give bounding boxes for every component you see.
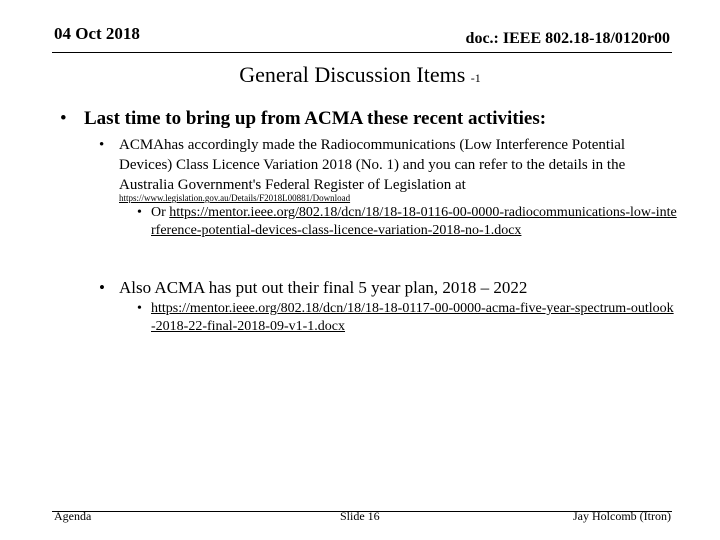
slide-title-main: General Discussion Items [239,62,471,87]
footer-author: Jay Holcomb (Itron) [573,509,671,523]
bullet-item-c-text: Also ACMA has put out their final 5 year plan, 2018 – 2022 [119,278,528,297]
bullet-main-text: Last time to bring up from ACMA these recent activities: [84,108,547,129]
slide-title [0,62,720,88]
bullet-dot-icon: • [60,108,67,129]
footer-left: Agenda [54,509,92,523]
mentor-link-0117[interactable]: https://mentor.ieee.org/802.18/dcn/18/18-18-0117-00-0000-acma-five-year-spectrum-outlook-2018-22-final-2018-09-v1-1.docx [151,301,674,334]
bullet-item-a-text: ACMAhas accordingly made the Radiocommunications (Low Interference Potential Devices) Class Licence Variation 2018 (No. 1) and you can refer to the details in the Australia Government's Federal Register of Legislation at [119,137,626,193]
bullet-item-b-text [151,204,677,240]
bullet-main [60,108,546,130]
footer-slide-number: Slide 16 [340,509,380,523]
legislation-link[interactable]: https://www.legislation.gov.au/Details/F2018L00881/Download [119,193,351,203]
header-doc-id: doc.: IEEE 802.18-18/0120r00 [465,30,670,47]
bullet-item-d-text [151,300,677,336]
mentor-link-0116[interactable]: https://mentor.ieee.org/802.18/dcn/18/18-18-0116-00-0000-radiocommunications-low-interference-potential-devices-class-licence-variation-2018-no-1.docx [151,205,677,238]
header-divider [52,52,672,53]
bullet-dot-icon: • [99,278,105,297]
slide-title-suffix: -1 [470,71,481,85]
bullet-dot-icon: • [137,301,142,316]
bullet-item-b [137,204,677,240]
bullet-item-c [99,278,527,298]
bullet-item-d [137,300,677,336]
bullet-item-a [99,135,679,195]
bullet-item-b-prefix: Or [151,205,170,220]
bullet-dot-icon: • [99,137,105,153]
bullet-dot-icon: • [137,205,142,220]
header-date: 04 Oct 2018 [54,24,140,43]
